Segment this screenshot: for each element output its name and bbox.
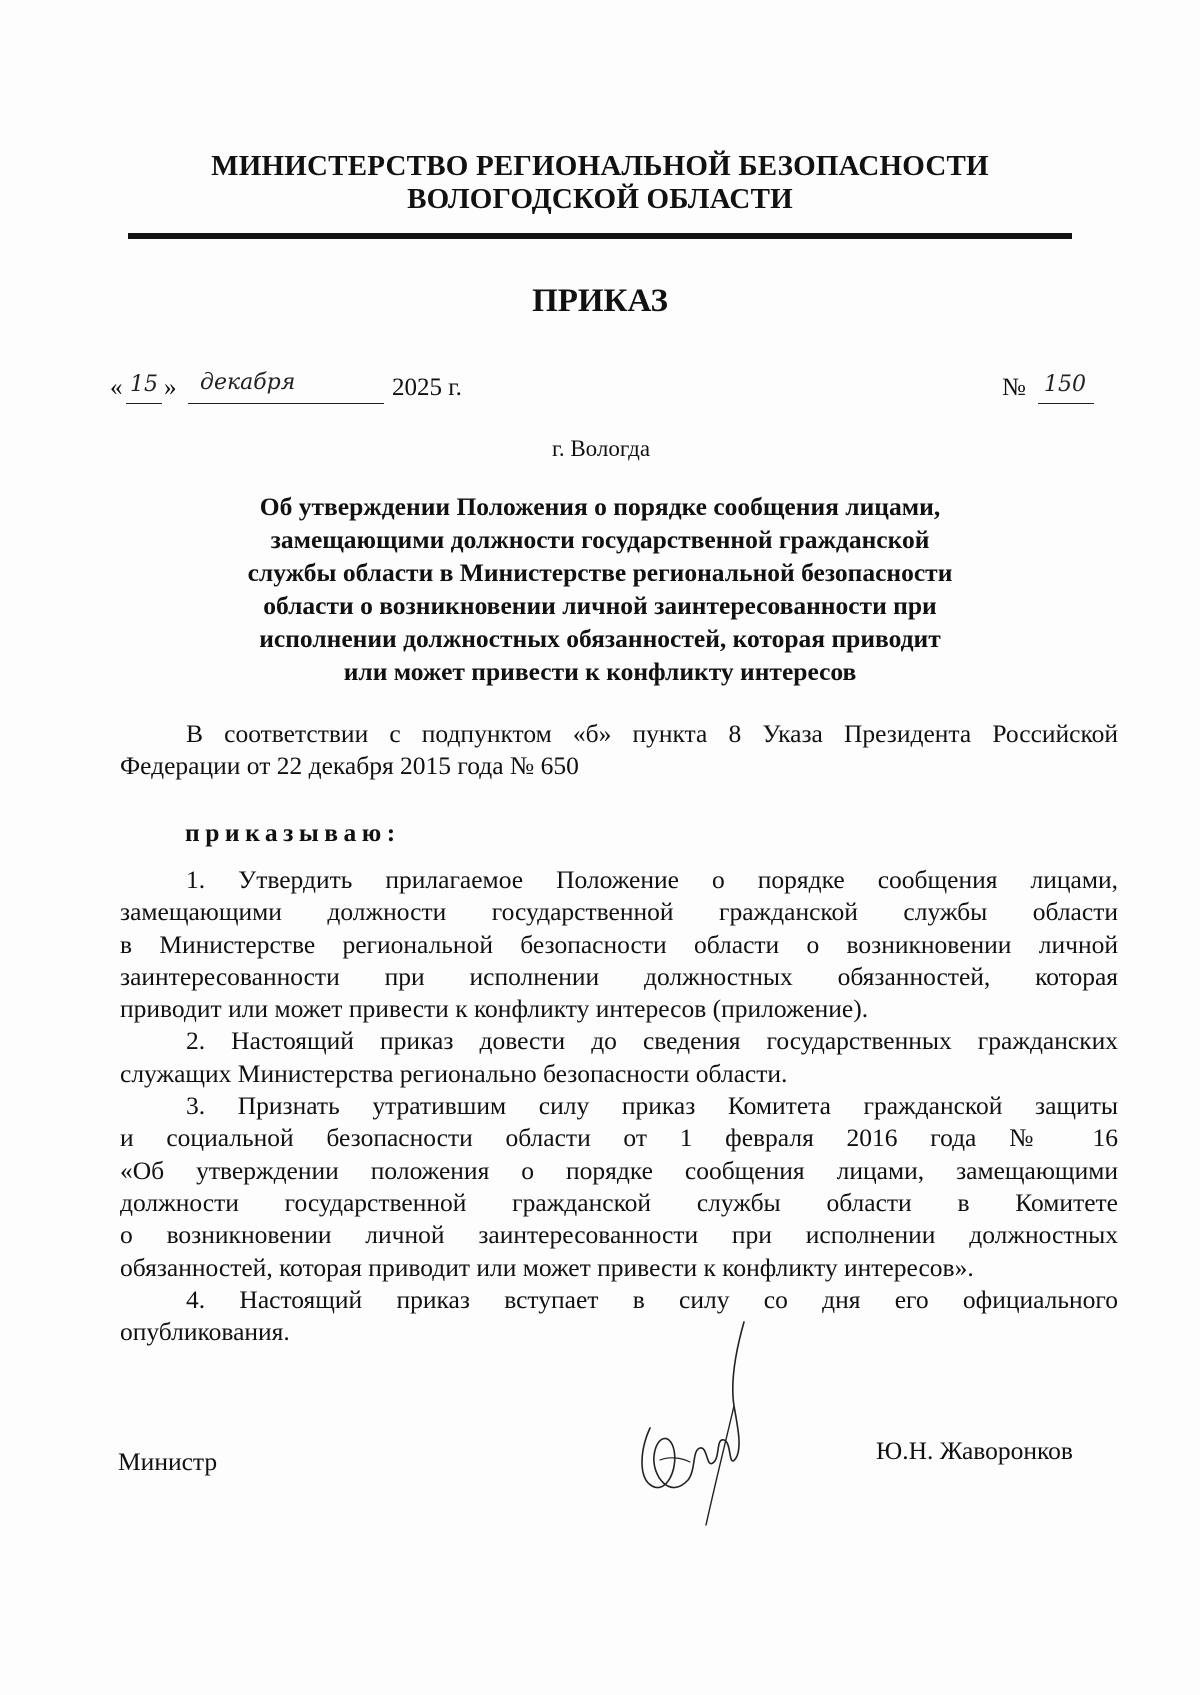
item-3-line: о возникновении личной заинтересованности при исполнении должностных — [120, 1220, 1118, 1250]
title-line: или может привести к конфликту интересов — [343, 657, 857, 686]
handwritten-signature — [630, 1310, 760, 1530]
preamble-line: В соответствии с подпунктом «б» пункта 8 Указа Президента Российской — [186, 719, 1118, 748]
date-open-quote: « — [110, 374, 123, 401]
item-1-line: приводит или может привести к конфликту интересов (приложение). — [120, 994, 869, 1024]
item-4-line: 4. Настоящий приказ вступает в силу со дня его официального — [186, 1284, 1118, 1314]
title-line: исполнении должностных обязанностей, которая приводит — [259, 624, 941, 653]
date-close-quote: » — [164, 374, 177, 401]
date-day-underline — [126, 403, 162, 404]
item-3-line: 3. Признать утратившим силу приказ Комитета гражданской защиты — [186, 1091, 1118, 1121]
date-month-handwritten: декабря — [200, 370, 296, 395]
title-line: замещающими должности государственной гражданской — [270, 525, 930, 554]
order-items — [120, 864, 1118, 1348]
item-3-line: обязанностей, которая приводит или может привести к конфликту интересов». — [120, 1252, 974, 1282]
document-title — [0, 490, 1200, 688]
item-1-line: 1. Утвердить прилагаемое Положение о порядке сообщения лицами, — [186, 865, 1118, 894]
item-3-line: должности государственной гражданской службы области в Комитете — [120, 1187, 1118, 1217]
item-1-line: замещающими должности государственной гражданской службы области — [120, 897, 1118, 927]
date-day-handwritten: 15 — [130, 372, 158, 397]
preamble-line: Федерации от 22 декабря 2015 года № 650 — [120, 751, 579, 781]
organization-name-line-2: ВОЛОГОДСКОЙ ОБЛАСТИ — [407, 183, 793, 215]
header-divider — [128, 233, 1072, 239]
item-1-line: в Министерстве региональной безопасности области о возникновении личной — [120, 929, 1118, 959]
item-3-line: и социальной безопасности области от 1 февраля 2016 года № 16 — [120, 1123, 1118, 1153]
item-2-line: 2. Настоящий приказ довести до сведения государственных гражданских — [186, 1026, 1118, 1056]
order-word: приказываю: — [185, 818, 401, 847]
item-3-line: «Об утверждении положения о порядке сообщения лицами, замещающими — [120, 1155, 1118, 1185]
number-sign: № — [1002, 374, 1026, 401]
signatory-name: Ю.Н. Жаворонков — [876, 1436, 1073, 1465]
title-line: службы области в Министерстве региональной безопасности — [247, 558, 953, 587]
item-1-line: заинтересованности при исполнении должностных обязанностей, которая — [120, 961, 1118, 991]
preamble — [120, 718, 1118, 783]
date-year: 2025 г. — [392, 374, 462, 401]
item-4-line: опубликования. — [120, 1317, 290, 1347]
organization-name-line-1: МИНИСТЕРСТВО РЕГИОНАЛЬНОЙ БЕЗОПАСНОСТИ — [211, 150, 989, 182]
title-line: области о возникновении личной заинтересованности при — [263, 591, 937, 620]
item-2-line: служащих Министерства регионально безопасности области. — [120, 1058, 788, 1088]
signatory-role: Министр — [118, 1447, 218, 1476]
number-underline — [1038, 403, 1094, 404]
number-handwritten: 150 — [1044, 372, 1086, 397]
city: г. Вологда — [552, 436, 651, 461]
title-line: Об утверждении Положения о порядке сообщения лицами, — [259, 492, 941, 521]
date-month-underline — [188, 403, 384, 404]
document-type: ПРИКАЗ — [532, 283, 668, 319]
